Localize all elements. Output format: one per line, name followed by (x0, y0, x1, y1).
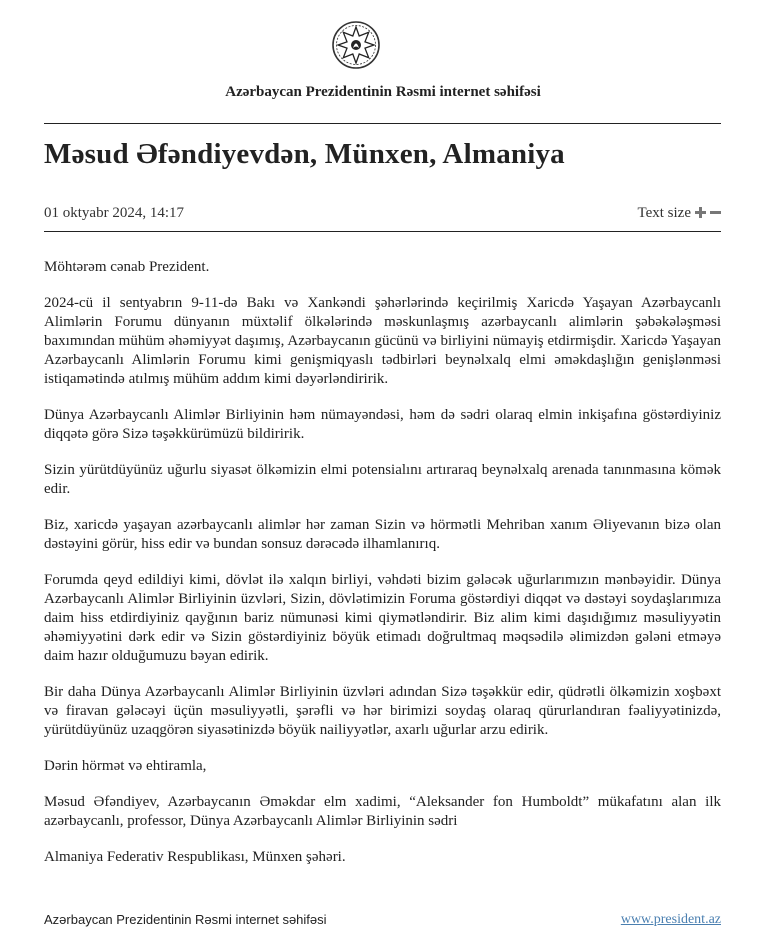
paragraph: Forumda qeyd edildiyi kimi, dövlət ilə xalqın birliyi, vəhdəti bizim gələcək uğurlarımızın mənbəyidir. Dünya Azərbaycanlı Alimlər Birliyinin üzvləri, Sizin, dövlətimizin Foruma göstərdiyi diqqət və dəstəyi soydaşlarımıza daim hiss etdirdiyiniz qayğının bariz nümunəsi kimi qiymətləndirir. Biz alim kimi daşıdığımız məsuliyyətin əhəmiyyətini dərk edir və Sizin göstərdiyiniz böyük etimadı doğrultmaq məqsədilə əlimizdən gələni etməyə daim hazır olduğumuzu bəyan edirik. (44, 572, 721, 664)
text-size-control (637, 205, 721, 222)
header-divider (44, 123, 721, 124)
paragraph: Dünya Azərbaycanlı Alimlər Birliyinin həm nümayəndəsi, həm də sədri olaraq elmin inkişafına göstərdiyiniz diqqətə görə Sizə təşəkkürümüzü bildiririk. (44, 407, 721, 442)
footer-site-title: Azərbaycan Prezidentinin Rəsmi internet səhifəsi (44, 912, 327, 927)
closing: Dərin hörmət və ehtiramla, (44, 758, 207, 774)
location: Almaniya Federativ Respublikası, Münxen şəhəri. (44, 849, 346, 865)
plus-icon[interactable] (695, 206, 706, 221)
publish-date: 01 oktyabr 2024, 14:17 (44, 205, 184, 221)
state-emblem-icon (331, 20, 381, 70)
footer-link[interactable]: www.president.az (620, 912, 721, 927)
paragraph: Biz, xaricdə yaşayan azərbaycanlı alimlər hər zaman Sizin və hörmətli Mehriban xanım Əliyevanın bizə olan dəstəyini görür, hiss edir və bundan sonsuz dərəcədə ilhamlanırıq. (44, 517, 721, 552)
greeting: Möhtərəm cənab Prezident. (44, 259, 210, 275)
signature: Məsud Əfəndiyev, Azərbaycanın Əməkdar elm xadimi, “Aleksander fon Humboldt” mükafatını alan ilk azərbaycanlı, professor, Dünya Azərbaycanlı Alimlər Birliyinin sədri (44, 794, 721, 829)
paragraph: 2024-cü il sentyabrın 9-11-də Bakı və Xankəndi şəhərlərində keçirilmiş Xaricdə Yaşayan Azərbaycanlı Alimlərin Forumu dünyanın müxtəlif ölkələrində məskunlaşmış azərbaycanlı alimlərin şəbəkələşməsi baxımından mühüm əhəmiyyət daşımış, Azərbaycanın gücünü və birliyini nümayiş etdirmişdir. Xaricdə Yaşayan Azərbaycanlı Alimlərin Forumu kimi genişmiqyaslı tədbirləri beynəlxalq elmi əməkdaşlığın genişlənməsi istiqamətində atılmış mühüm addım kimi dəyərləndiririk. (44, 295, 721, 387)
site-title: Azərbaycan Prezidentinin Rəsmi internet səhifəsi (225, 84, 541, 100)
page-title: Məsud Əfəndiyevdən, Münxen, Almaniya (44, 138, 565, 170)
paragraph: Bir daha Dünya Azərbaycanlı Alimlər Birliyinin üzvləri adından Sizə təşəkkür edir, qüdrətli ölkəmizin xoşbəxt və firavan gələcəyi üçün məsuliyyətli, şərəfli və hər birimizi soydaş olaraq qürurlandıran fəaliyyətinizdə, yürütdüyünüz uzaqgörən siyasətinizdə böyük nailiyyətlər, axarlı uğurlar arzu edirik. (44, 684, 721, 738)
text-size-label: Text size (637, 205, 691, 221)
minus-icon[interactable] (710, 206, 721, 221)
article-body (44, 258, 721, 884)
paragraph: Sizin yürütdüyünüz uğurlu siyasət ölkəmizin elmi potensialını artıraraq beynəlxalq arenada tanınmasına kömək edir. (44, 462, 721, 497)
title-divider (44, 231, 721, 232)
